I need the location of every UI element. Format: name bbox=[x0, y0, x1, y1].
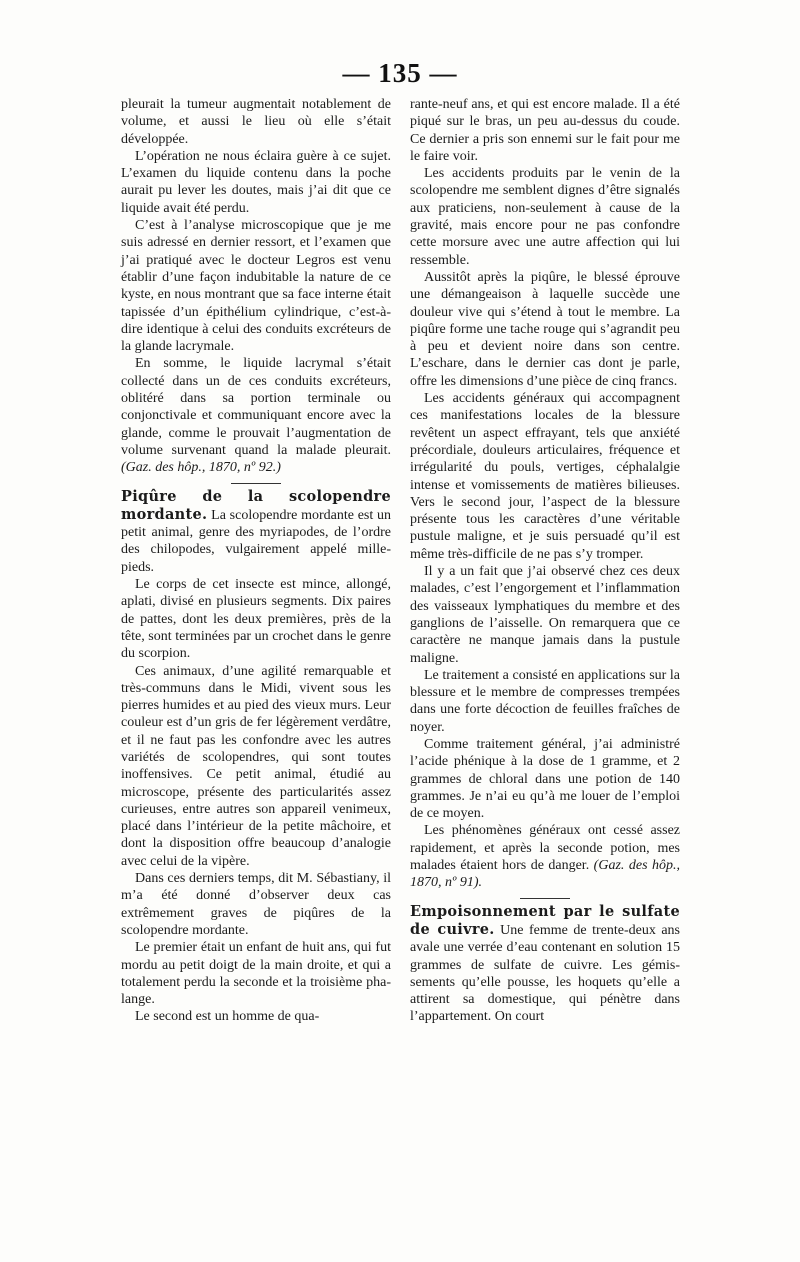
citation: (Gaz. des hôp., 1870, nº 91). bbox=[410, 858, 680, 891]
paragraph bbox=[410, 822, 680, 891]
citation: (Gaz. des hôp., 1870, nº 92.) bbox=[121, 460, 281, 476]
paragraph: Aussitôt après la piqûre, le blessé éprouve une démangeaison à laquelle succède une douleur vive qui s’étend à tout le membre. La piqûre forme une tache rouge qui s’agrandit peu à peu et devient noire dans son centre. L’eschare, dans le dernier cas dont je parle, offre les dimensions d’une pièce de cinq francs. bbox=[410, 269, 680, 389]
paragraph: rante-neuf ans, et qui est encore malade. Il a été piqué sur le bras, un peu au-dessus du coude. Ce dernier a pris son ennemi sur le fait pour me le faire voir. bbox=[410, 97, 680, 164]
paragraph: Dans ces derniers temps, dit M. Sébastiany, il m’a été donné d’observer deux cas extrêmement graves de piqûres de la scolopendre mordante. bbox=[121, 871, 391, 938]
section-paragraph bbox=[121, 488, 391, 576]
paragraph-text: Une femme de trente-deux ans avale une verrée d’eau contenant en solution 15 grammes de sulfate de cuivre. Les gémissements qu’elle pousse, les hoquets qu’elle a attirent sa domestique, qui pénètre dans l’appartement. On court bbox=[410, 922, 680, 1025]
paragraph bbox=[121, 355, 391, 476]
right-column bbox=[410, 96, 680, 1026]
paragraph-text: En somme, le liquide lacrymal s’était collecté dans un de ces conduits excréteurs, oblitéré dans sa portion terminale ou conjonctivale et communiquant encore avec la glande, comme le prouvait l’augmentation de volume survenant quand la malade pleurait. bbox=[121, 356, 391, 458]
left-column bbox=[121, 96, 391, 1026]
paragraph: Il y a un fait que j’ai observé chez ces deux malades, c’est l’engorgement et l’inflammation des vaisseaux lymphatiques du membre et des ganglions de l’aisselle. On remarquera que ce caractère ne manque jamais dans la pustule maligne. bbox=[410, 564, 680, 666]
paragraph: Le corps de cet insecte est mince, allongé, aplati, divisé en plusieurs segments. Dix paires de pattes, dont les deux premières, près de la tête, sont terminées par un crochet dans le genre du scorpion. bbox=[121, 577, 391, 662]
paragraph: Ces animaux, d’une agilité remarquable et très-communs dans le Midi, vivent sous les pierres humides et au pied des vieux murs. Leur couleur est d’un gris de fer légèrement verdâtre, et il ne faut pas les confondre avec les autres variétés de scolopendres, qui sont toutes inoffensives. Ce petit animal, étudié au microscope, présente des particularités assez curieuses, entre autres son appareil venimeux, placé dans l’intérieur de la petite mâchoire, et dont la disposition offre beaucoup d’analogie avec celui de la vipère. bbox=[121, 663, 391, 869]
section-divider bbox=[520, 898, 570, 899]
section-paragraph bbox=[410, 903, 680, 1026]
paragraph: Le premier était un enfant de huit ans, qui fut mordu au petit doigt de la main droite, et qui a totalement perdu la seconde et la troisième phalange. bbox=[121, 940, 391, 1008]
paragraph: Les accidents généraux qui accompagnent ces manifestations locales de la blessure revêtent un aspect effrayant, tels que anxiété précordiale, douleurs articulaires, fréquence et irrégularité du pouls, vertiges, céphalalgie intense et vomissements de matières bilieuses. Vers le second jour, l’aspect de la blessure présente tous les caractères d’une véritable pustule maligne, et je suis persuadé qu’il est même très-difficile de ne pas s’y tromper. bbox=[410, 391, 680, 562]
paragraph-text: La scolopendre mordante est un petit animal, genre des myriapodes, de l’ordre des chilopodes, vulgairement appelé mille-pieds. bbox=[121, 507, 391, 575]
paragraph: Le traitement a consisté en applications sur la blessure et le membre de compresses trempées dans une forte décoction de feuilles fraîches de noyer. bbox=[410, 667, 680, 735]
paragraph: pleurait la tumeur augmentait notablement de volume, et aussi le lieu où elle s’était développée. bbox=[121, 97, 391, 147]
paragraph: L’opération ne nous éclaira guère à ce sujet. L’examen du liquide contenu dans la poche aurait pu lever les doutes, mais j’ai dit que ce liquide avait été perdu. bbox=[121, 148, 391, 216]
paragraph: Le second est un homme de qua- bbox=[135, 1009, 320, 1025]
paragraph: Comme traitement général, j’ai administré l’acide phénique à la dose de 1 gramme, et 2 grammes de chloral dans une potion de 140 grammes. Je n’ai eu qu’à me louer de l’emploi de ce moyen. bbox=[410, 736, 680, 822]
paragraph: C’est à l’analyse microscopique que je me suis adressé en dernier ressort, et l’examen que j’ai pratiqué avec le docteur Legros est venu établir d’une façon indubitable la nature de ce kyste, en nous montrant que sa face interne était tapissée d’un épithélium cylindrique, c’est-à-dire identique à celui des conduits excréteurs de la glande lacrymale. bbox=[121, 218, 391, 355]
page-number: — 135 — bbox=[342, 58, 458, 88]
paragraph-text: Les phénomènes généraux ont cessé assez rapidement, et après la seconde potion, mes malades étaient hors de danger. bbox=[410, 823, 680, 874]
section-heading: Empoisonnement par le sulfate de cuivre. bbox=[410, 902, 680, 938]
section-heading: Piqûre de la scolopendre mordante. bbox=[121, 487, 391, 523]
paragraph: Les accidents produits par le venin de la scolopendre me semblent dignes d’être signalés aux praticiens, non-seulement à cause de la gravité, mais encore pour ne pas confondre cette morsure avec une autre affection qui lui ressemble. bbox=[410, 166, 680, 268]
section-divider bbox=[231, 483, 281, 484]
